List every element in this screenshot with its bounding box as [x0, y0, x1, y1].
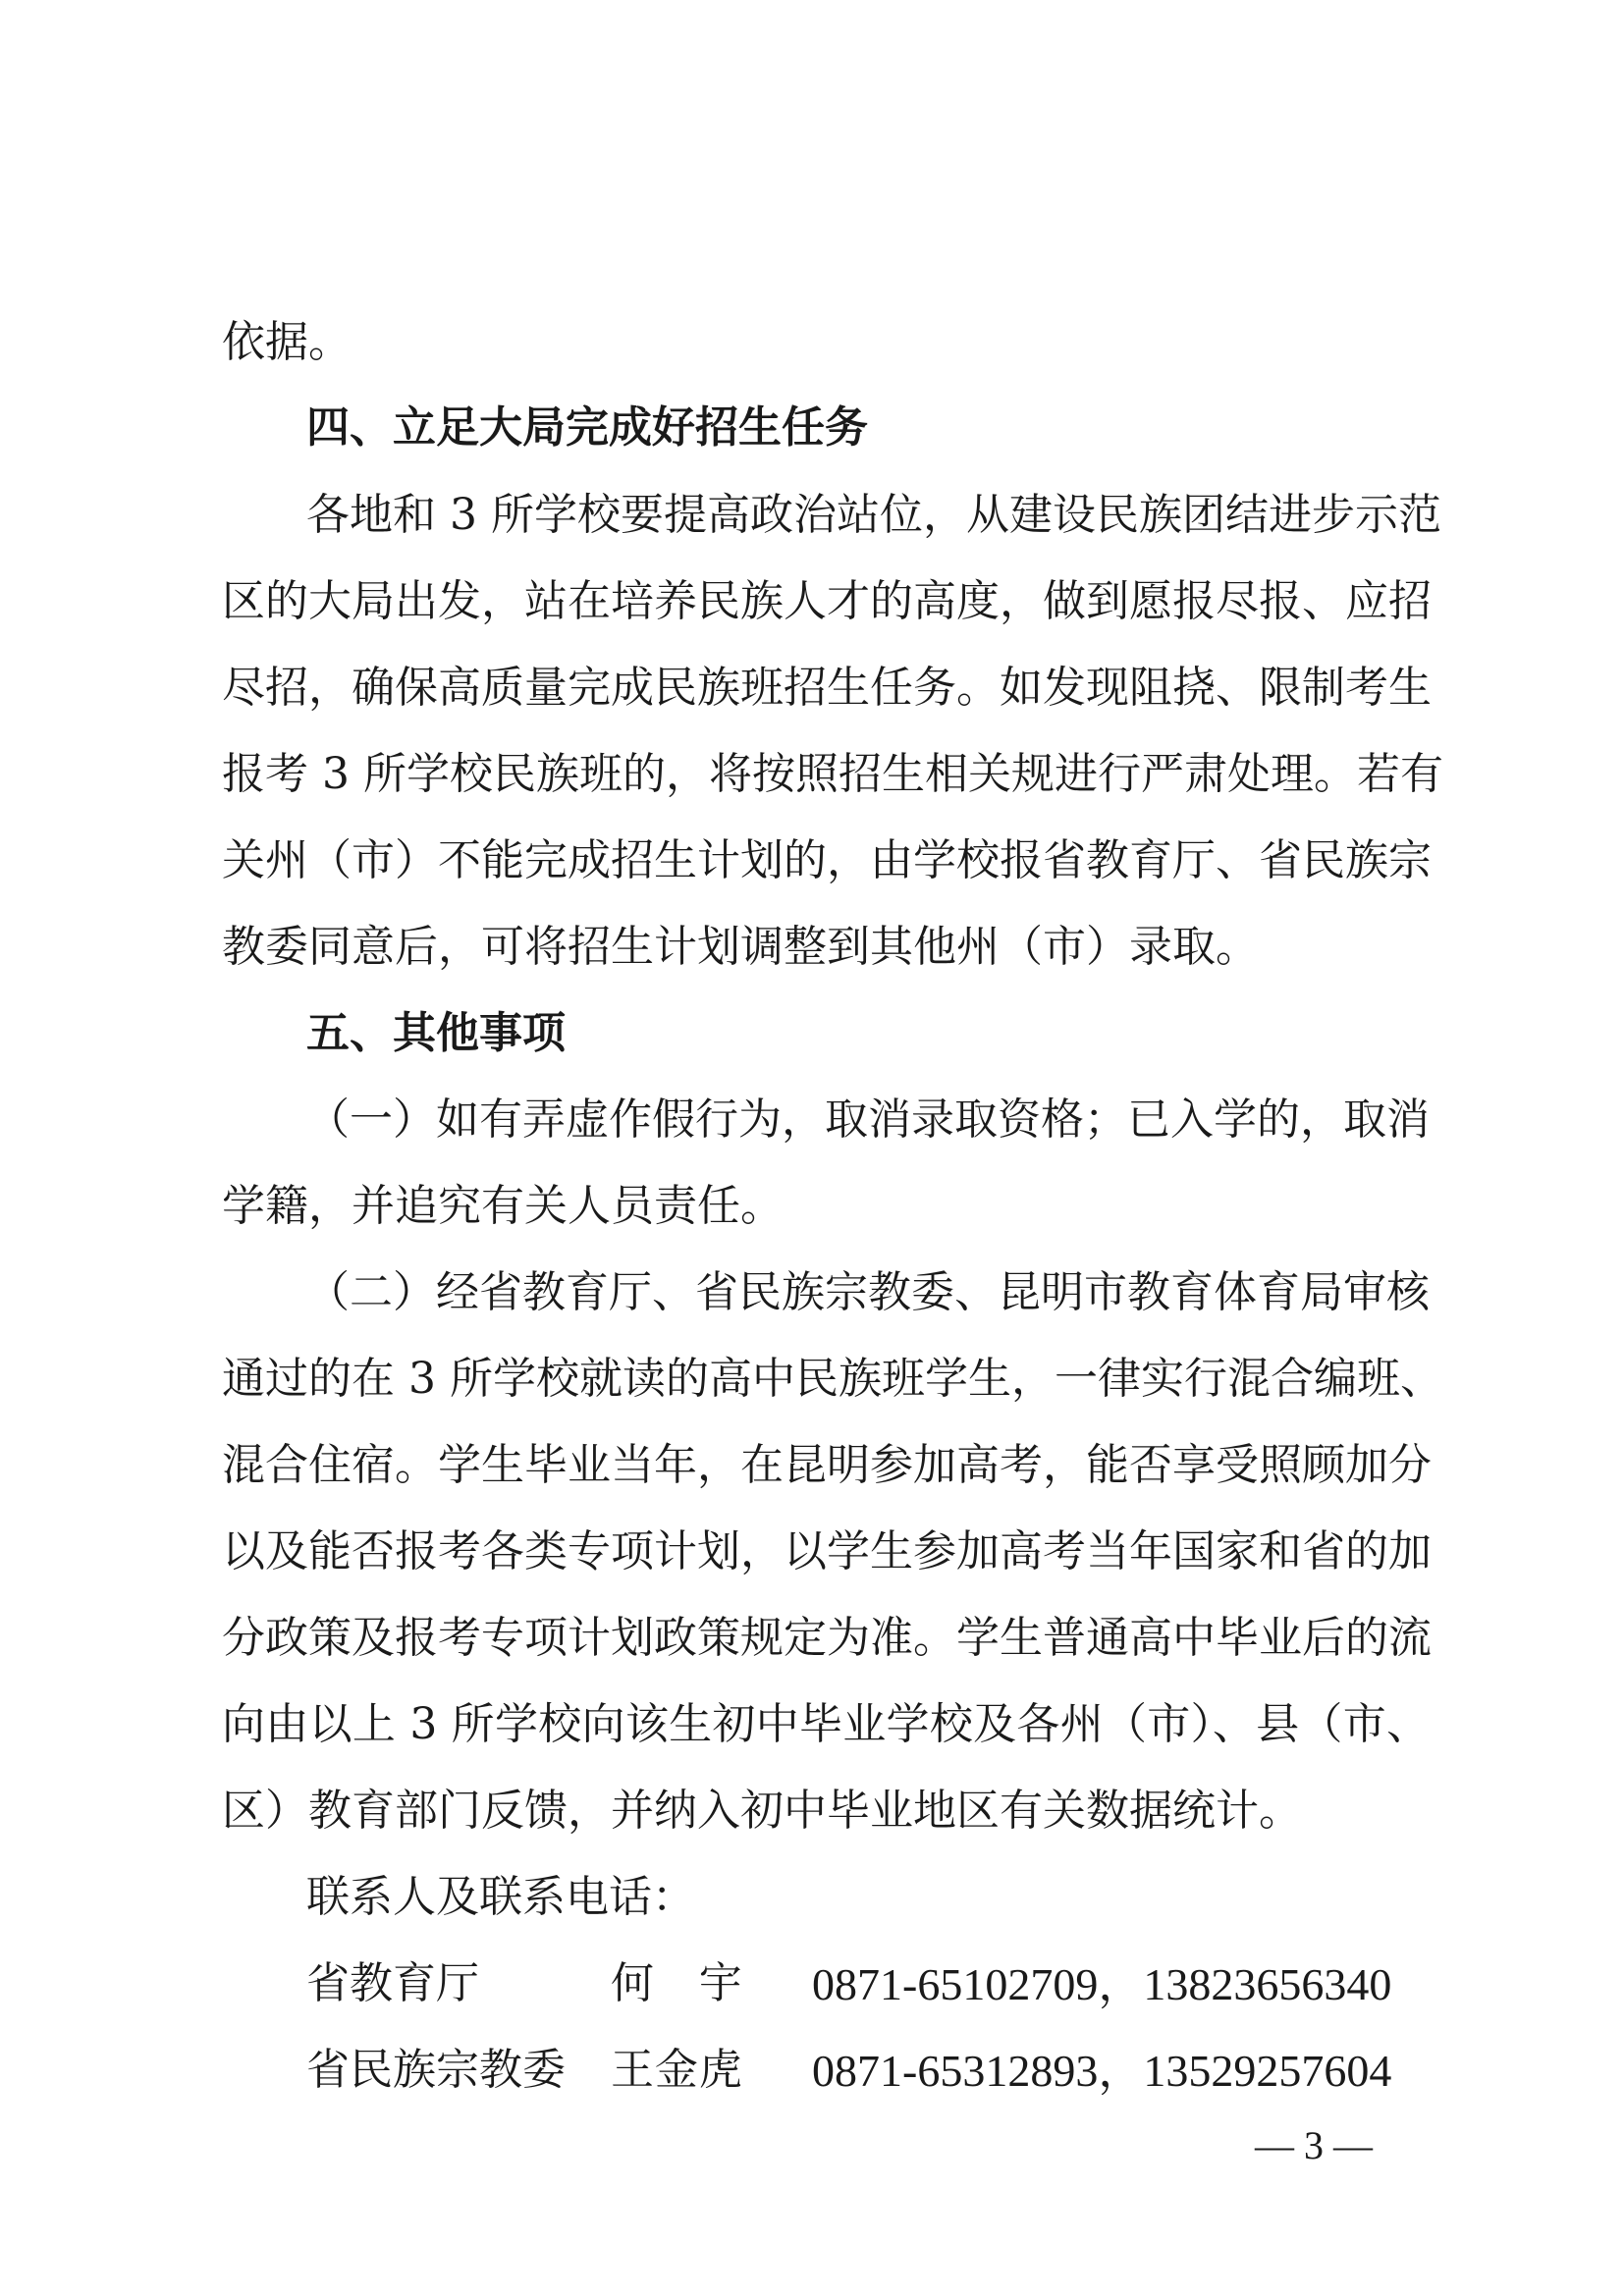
paragraph-line: 尽招，确保高质量完成民族班招生任务。如发现阻挠、限制考生	[222, 663, 1432, 713]
paragraph-line: 分政策及报考专项计划政策规定为准。学生普通高中毕业后的流	[222, 1613, 1432, 1663]
paragraph-line: 混合住宿。学生毕业当年，在昆明参加高考，能否享受照顾加分	[222, 1440, 1432, 1490]
contacts-label: 联系人及联系电话：	[306, 1872, 695, 1922]
paragraph-line: （二）经省教育厅、省民族宗教委、昆明市教育体育局审核	[306, 1267, 1430, 1317]
paragraph-line: （一）如有弄虚作假行为，取消录取资格；已入学的，取消	[306, 1095, 1430, 1145]
contact-org: 省教育厅	[306, 1958, 479, 2008]
paragraph-line: 学籍，并追究有关人员责任。	[222, 1181, 784, 1231]
paragraph-line: 以及能否报考各类专项计划，以学生参加高考当年国家和省的加	[222, 1526, 1432, 1576]
paragraph-line: 关州（市）不能完成招生计划的，由学校报省教育厅、省民族宗	[222, 835, 1432, 885]
paragraph-line: 向由以上 3 所学校向该生初中毕业学校及各州（市）、县（市、	[222, 1699, 1430, 1749]
paragraph-line: 依据。	[222, 317, 352, 367]
paragraph-line: 区的大局出发，站在培养民族人才的高度，做到愿报尽报、应招	[222, 576, 1432, 626]
paragraph-line: 各地和 3 所学校要提高政治站位，从建设民族团结进步示范	[306, 490, 1441, 540]
paragraph-line: 区）教育部门反馈，并纳入初中毕业地区有关数据统计。	[222, 1786, 1302, 1836]
paragraph-line: 报考 3 所学校民族班的，将按照招生相关规进行严肃处理。若有	[222, 749, 1443, 799]
paragraph-line: 教委同意后，可将招生计划调整到其他州（市）录取。	[222, 922, 1259, 972]
page-number: — 3 —	[1255, 2123, 1373, 2167]
contact-phone: 0871-65102709，13823656340	[812, 1959, 1392, 2009]
contact-name: 何 宇	[611, 1958, 743, 2008]
section-heading-5: 五、其他事项	[306, 1008, 566, 1058]
paragraph-line: 通过的在 3 所学校就读的高中民族班学生，一律实行混合编班、	[222, 1354, 1443, 1404]
contact-phone: 0871-65312893，13529257604	[812, 2046, 1392, 2096]
contact-name: 王金虎	[611, 2045, 743, 2095]
contact-org: 省民族宗教委	[306, 2045, 566, 2095]
section-heading-4: 四、立足大局完成好招生任务	[306, 402, 868, 453]
